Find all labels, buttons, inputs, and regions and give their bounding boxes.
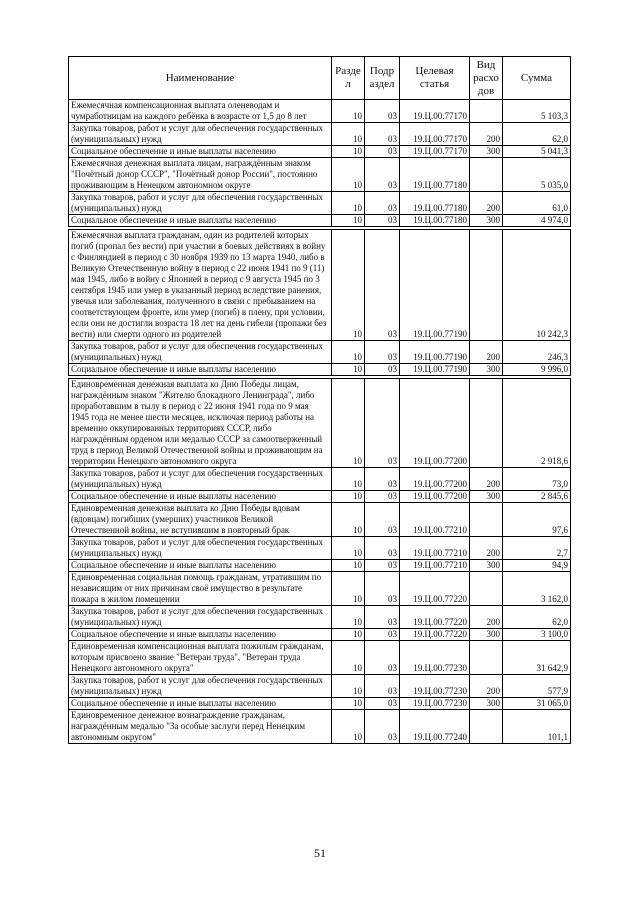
row-sum: 10 242,3	[503, 230, 571, 341]
row-kind: 200	[470, 192, 503, 215]
row-section: 10	[332, 146, 365, 158]
table-row	[69, 675, 571, 698]
table-row	[69, 341, 571, 364]
row-section: 10	[332, 364, 365, 376]
row-subsection: 03	[365, 572, 400, 606]
row-kind	[470, 572, 503, 606]
row-target: 19.Ц.00.77230	[400, 698, 470, 710]
header-subsection: Подр аздел	[365, 57, 400, 100]
row-kind: 200	[470, 341, 503, 364]
row-target: 19.Ц.00.77190	[400, 364, 470, 376]
row-sum: 246,3	[503, 341, 571, 364]
row-section: 10	[332, 503, 365, 537]
row-kind	[470, 158, 503, 192]
row-kind: 300	[470, 491, 503, 503]
row-name: Ежемесячная компенсационная выплата оленеводам и чумработницам на каждого ребёнка в возрасте от 1,5 до 8 лет	[69, 100, 332, 123]
table-row	[69, 100, 571, 123]
table-row	[69, 560, 571, 572]
row-name: Социальное обеспечение и иные выплаты населению	[69, 629, 332, 641]
table-row	[69, 192, 571, 215]
row-target: 19.Ц.00.77230	[400, 641, 470, 675]
row-target: 19.Ц.00.77210	[400, 537, 470, 560]
row-subsection: 03	[365, 230, 400, 341]
row-subsection: 03	[365, 364, 400, 376]
row-name: Социальное обеспечение и иные выплаты населению	[69, 364, 332, 376]
table-row	[69, 123, 571, 146]
table-row	[69, 629, 571, 641]
row-subsection: 03	[365, 192, 400, 215]
row-sum: 4 974,0	[503, 215, 571, 227]
row-sum: 62,0	[503, 606, 571, 629]
row-section: 10	[332, 123, 365, 146]
row-sum: 5 103,3	[503, 100, 571, 123]
table-row	[69, 537, 571, 560]
row-target: 19.Ц.00.77190	[400, 341, 470, 364]
row-section: 10	[332, 215, 365, 227]
row-name: Закупка товаров, работ и услуг для обеспечения государственных (муниципальных) нужд	[69, 123, 332, 146]
row-kind: 200	[470, 468, 503, 491]
row-sum: 5 041,3	[503, 146, 571, 158]
table-row	[69, 698, 571, 710]
row-name: Единовременная денежная выплата ко Дню Победы лицам, награждённым знаком "Жителю блокадного Ленинграда", либо проработавшим в тылу в период с 22 июня 1941 года по 9 мая 1945 года не менее шести месяцев, исключая период работы на временно оккупированных территориях СССР, либо награждённым орденом или медалью СССР за самоотверженный труд в период Великой Отечественной войны и проживающим на территории Ненецкого автономного округа	[69, 379, 332, 468]
row-name: Социальное обеспечение и иные выплаты населению	[69, 491, 332, 503]
row-name: Единовременная компенсационная выплата пожилым гражданам, которым присвоено звание "Ветеран труда", "Ветеран труда Ненецкого автономного округа"	[69, 641, 332, 675]
row-sum: 3 162,0	[503, 572, 571, 606]
row-subsection: 03	[365, 146, 400, 158]
row-kind	[470, 710, 503, 744]
row-target: 19.Ц.00.77220	[400, 572, 470, 606]
row-name: Закупка товаров, работ и услуг для обеспечения государственных (муниципальных) нужд	[69, 468, 332, 491]
row-name: Социальное обеспечение и иные выплаты населению	[69, 560, 332, 572]
row-sum: 73,0	[503, 468, 571, 491]
row-section: 10	[332, 710, 365, 744]
row-target: 19.Ц.00.77170	[400, 146, 470, 158]
row-subsection: 03	[365, 710, 400, 744]
row-sum: 61,0	[503, 192, 571, 215]
row-sum: 577,9	[503, 675, 571, 698]
row-kind: 200	[470, 123, 503, 146]
budget-table	[68, 56, 571, 744]
row-kind: 300	[470, 629, 503, 641]
row-section: 10	[332, 341, 365, 364]
row-target: 19.Ц.00.77180	[400, 215, 470, 227]
row-sum: 2 845,6	[503, 491, 571, 503]
row-target: 19.Ц.00.77210	[400, 560, 470, 572]
row-subsection: 03	[365, 629, 400, 641]
row-section: 10	[332, 675, 365, 698]
row-name: Ежемесячная выплата гражданам, один из родителей которых погиб (пропал без вести) при участии в боевых действиях в войну с Финляндией в период с 30 ноября 1939 по 13 марта 1940, либо в Великую Отечественную войну в период с 22 июня 1941 по 9 (11) мая 1945, либо в войну с Японией в период с 9 августа 1945 по 3 сентября 1945 или умер в указанный период вследствие ранения, увечья или заболевания, полученного в связи с пребыванием на соответствующем фронте, или умер (погиб) в плену, при условии, если они не достигли возраста 18 лет на день гибели (пропажи без вести) или смерти одного из родителей	[69, 230, 332, 341]
header-kind: Вид расхо дов	[470, 57, 503, 100]
row-subsection: 03	[365, 379, 400, 468]
table-row	[69, 146, 571, 158]
row-kind: 200	[470, 675, 503, 698]
row-name: Социальное обеспечение и иные выплаты населению	[69, 215, 332, 227]
table-row	[69, 215, 571, 227]
row-name: Социальное обеспечение и иные выплаты населению	[69, 146, 332, 158]
row-kind: 300	[470, 215, 503, 227]
table-row	[69, 572, 571, 606]
row-sum: 5 035,0	[503, 158, 571, 192]
row-section: 10	[332, 606, 365, 629]
row-subsection: 03	[365, 158, 400, 192]
row-sum: 101,1	[503, 710, 571, 744]
row-target: 19.Ц.00.77200	[400, 468, 470, 491]
row-sum: 97,6	[503, 503, 571, 537]
row-target: 19.Ц.00.77170	[400, 100, 470, 123]
row-name: Социальное обеспечение и иные выплаты населению	[69, 698, 332, 710]
row-subsection: 03	[365, 606, 400, 629]
row-sum: 2 918,6	[503, 379, 571, 468]
row-name: Ежемесячная денежная выплата лицам, награждённым знаком "Почётный донор СССР", "Почётный донор России", постоянно проживающим в Ненецком автономном округе	[69, 158, 332, 192]
row-section: 10	[332, 379, 365, 468]
row-section: 10	[332, 629, 365, 641]
row-name: Единовременное денежное вознаграждение гражданам, награждённым медалью "За особые заслуги перед Ненецким автономным округом"	[69, 710, 332, 744]
row-kind	[470, 100, 503, 123]
row-subsection: 03	[365, 537, 400, 560]
row-subsection: 03	[365, 468, 400, 491]
row-sum: 31 065,0	[503, 698, 571, 710]
header-section: Разде л	[332, 57, 365, 100]
row-target: 19.Ц.00.77220	[400, 629, 470, 641]
row-target: 19.Ц.00.77200	[400, 379, 470, 468]
row-name: Закупка товаров, работ и услуг для обеспечения государственных (муниципальных) нужд	[69, 675, 332, 698]
row-section: 10	[332, 537, 365, 560]
row-subsection: 03	[365, 215, 400, 227]
row-section: 10	[332, 158, 365, 192]
row-section: 10	[332, 192, 365, 215]
row-name: Единовременная социальная помощь гражданам, утратившим по независящим от них причинам своё имущество в результате пожара в жилом помещении	[69, 572, 332, 606]
table-row	[69, 710, 571, 744]
header-name: Наименование	[69, 57, 332, 100]
table-row	[69, 158, 571, 192]
row-name: Закупка товаров, работ и услуг для обеспечения государственных (муниципальных) нужд	[69, 341, 332, 364]
row-target: 19.Ц.00.77190	[400, 230, 470, 341]
row-sum: 62,0	[503, 123, 571, 146]
table-row	[69, 503, 571, 537]
row-kind	[470, 641, 503, 675]
row-subsection: 03	[365, 123, 400, 146]
row-sum: 9 996,0	[503, 364, 571, 376]
row-name: Закупка товаров, работ и услуг для обеспечения государственных (муниципальных) нужд	[69, 606, 332, 629]
row-subsection: 03	[365, 698, 400, 710]
table-row	[69, 468, 571, 491]
row-kind: 300	[470, 560, 503, 572]
table-row	[69, 641, 571, 675]
table-header-row	[69, 57, 571, 100]
row-section: 10	[332, 491, 365, 503]
row-target: 19.Ц.00.77200	[400, 491, 470, 503]
row-section: 10	[332, 572, 365, 606]
row-subsection: 03	[365, 100, 400, 123]
row-name: Единовременная денежная выплата ко Дню Победы вдовам (вдовцам) погибших (умерших) участников Великой Отечественной войны, не вступившим в повторный брак	[69, 503, 332, 537]
table-row	[69, 379, 571, 468]
row-section: 10	[332, 641, 365, 675]
table-row	[69, 491, 571, 503]
row-kind: 300	[470, 364, 503, 376]
row-sum: 31 642,9	[503, 641, 571, 675]
header-sum: Сумма	[503, 57, 571, 100]
row-section: 10	[332, 468, 365, 491]
row-name: Закупка товаров, работ и услуг для обеспечения государственных (муниципальных) нужд	[69, 537, 332, 560]
row-kind: 200	[470, 606, 503, 629]
row-section: 10	[332, 698, 365, 710]
row-target: 19.Ц.00.77180	[400, 192, 470, 215]
row-subsection: 03	[365, 341, 400, 364]
table-body	[69, 100, 571, 744]
row-kind: 300	[470, 698, 503, 710]
row-sum: 94,9	[503, 560, 571, 572]
table-row	[69, 364, 571, 376]
row-kind	[470, 230, 503, 341]
row-target: 19.Ц.00.77240	[400, 710, 470, 744]
row-name: Закупка товаров, работ и услуг для обеспечения государственных (муниципальных) нужд	[69, 192, 332, 215]
row-target: 19.Ц.00.77230	[400, 675, 470, 698]
row-section: 10	[332, 230, 365, 341]
row-target: 19.Ц.00.77180	[400, 158, 470, 192]
table-row	[69, 230, 571, 341]
row-subsection: 03	[365, 503, 400, 537]
table-row	[69, 606, 571, 629]
row-kind	[470, 503, 503, 537]
row-section: 10	[332, 560, 365, 572]
row-target: 19.Ц.00.77170	[400, 123, 470, 146]
row-target: 19.Ц.00.77220	[400, 606, 470, 629]
row-kind: 300	[470, 146, 503, 158]
row-sum: 3 100,0	[503, 629, 571, 641]
row-subsection: 03	[365, 560, 400, 572]
row-section: 10	[332, 100, 365, 123]
row-sum: 2,7	[503, 537, 571, 560]
row-subsection: 03	[365, 491, 400, 503]
row-kind	[470, 379, 503, 468]
row-target: 19.Ц.00.77210	[400, 503, 470, 537]
header-target: Целевая статья	[400, 57, 470, 100]
page-number: 51	[314, 846, 326, 860]
row-subsection: 03	[365, 641, 400, 675]
row-subsection: 03	[365, 675, 400, 698]
row-kind: 200	[470, 537, 503, 560]
